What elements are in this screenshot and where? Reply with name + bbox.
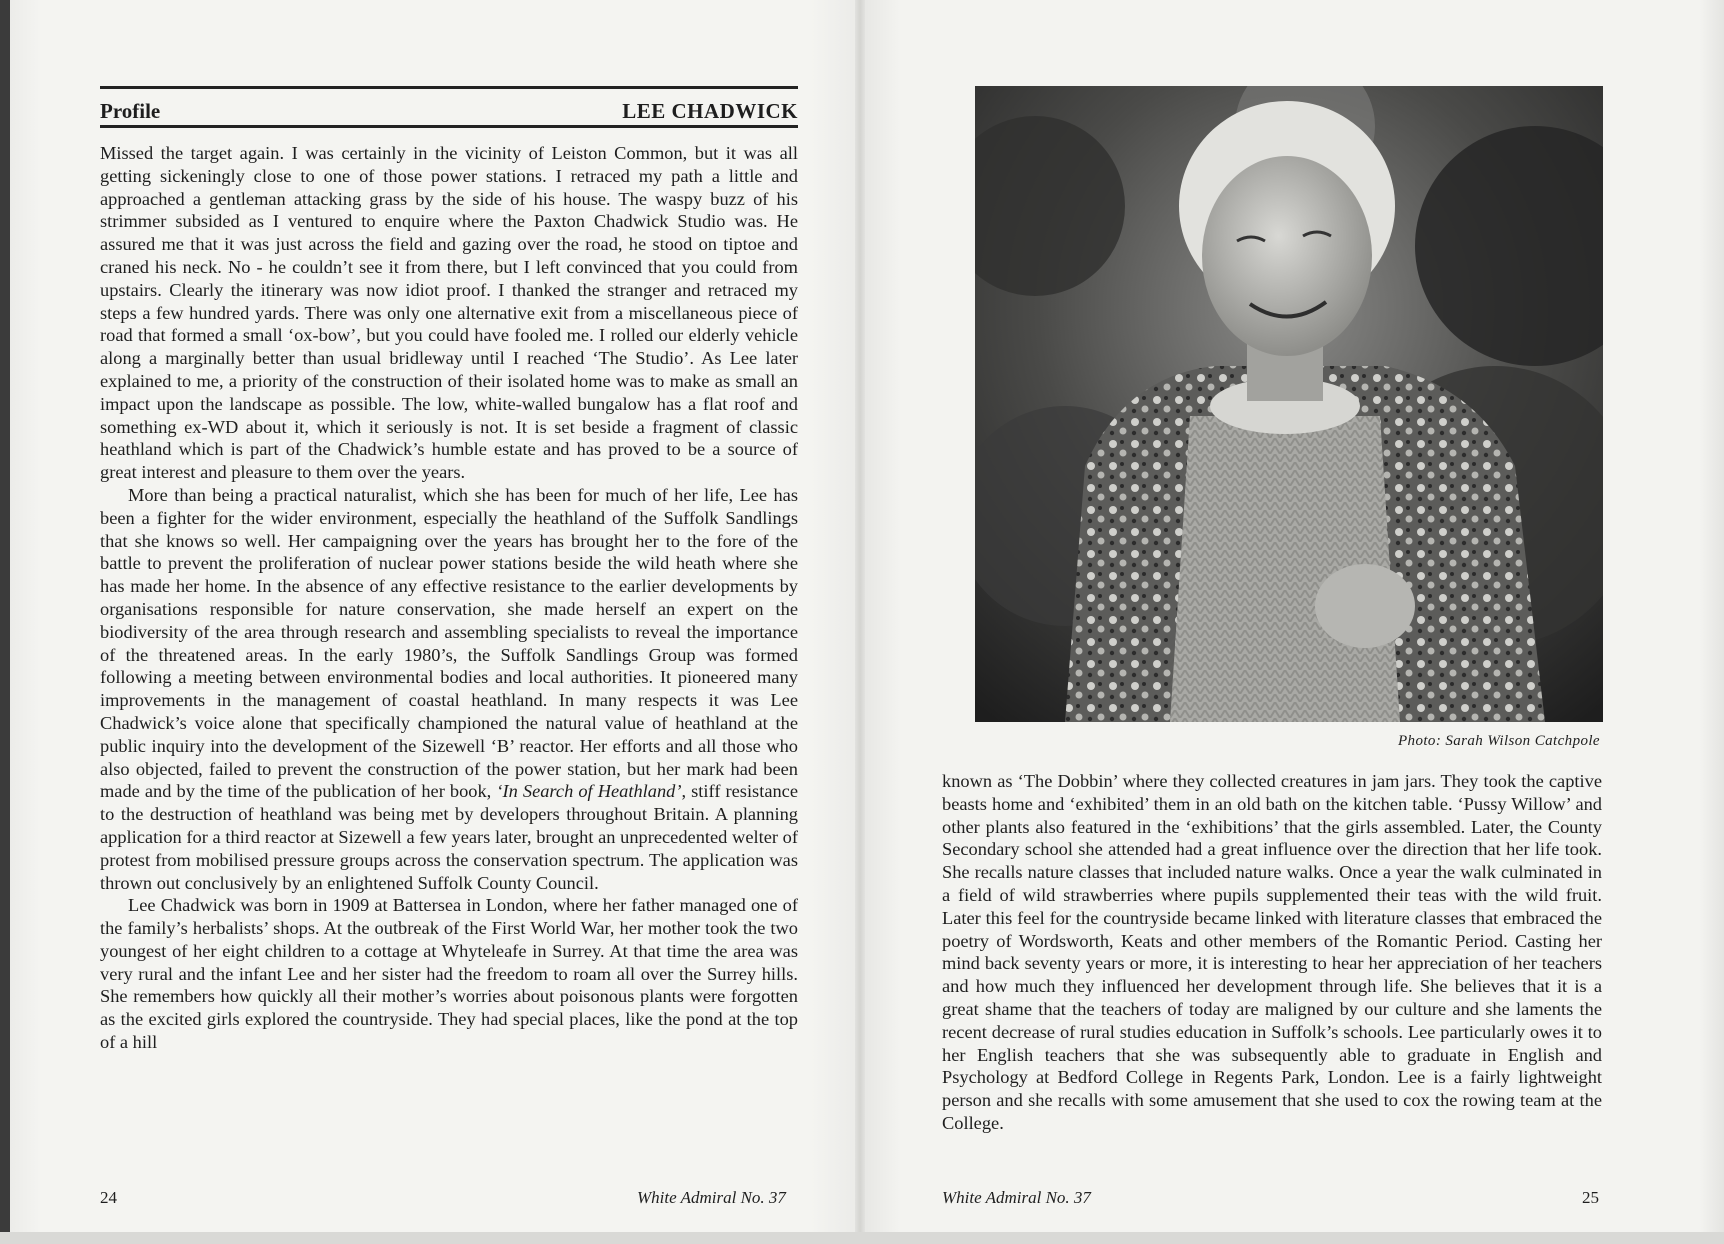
- paragraph: Lee Chadwick was born in 1909 at Battersea in London, where her father managed one of the family’s herbalists’ shops. At the outbreak of the First World War, her mother took the two youngest of her eight children to a cottage at Whyteleafe in Surrey. At that time the area was very rural and the infant Lee and her sister had the freedom to roam all over the Surrey hills. She remembers how quickly all their mother’s worries about poisonous plants were forgotten as the excited girls explored the countryside. They had special places, like the pond at the top of a hill: [100, 895, 798, 1053]
- page-header: [100, 86, 798, 124]
- book-title: ‘In Search of Heathland’: [496, 781, 682, 802]
- paragraph-text: More than being a practical naturalist, which she has been for much of her life, Lee has been a fighter for the wider environment, especially the heathland of the Suffolk Sandlings that she knows so well. Her campaigning over the years has brought her to the fore of the battle to prevent the proliferation of nuclear power stations beside the wild heath where she has made her home. In the absence of any effective resistance to the earlier developments by organisations responsible for nature conservation, she made herself an expert on the biodiversity of the area through research and assembling specialists to reveal the importance of the threatened areas. In the early 1980’s, the Suffolk Sandlings Group was formed following a meeting between environmental bodies and local authorities. It pioneered many improvements in the management of coastal heathland. In many respects it was Lee Chadwick’s voice alone that specifically championed the natural value of heathland at the public inquiry into the development of the Sizewell ‘B’ reactor. Her efforts and all those who also objected, failed to prevent the construction of the power station, but her mark had been made and by the time of the publication of her book,: [100, 484, 798, 802]
- page-gutter: [855, 0, 865, 1232]
- right-column-text: [942, 770, 1602, 1135]
- footer-publication-left: White Admiral No. 37: [637, 1188, 786, 1207]
- photo-caption: Photo: Sarah Wilson Catchpole: [1397, 733, 1600, 749]
- paragraph-text: , stiff resistance to the destruction of heathland was being met by developers throughout Britain. A planning application for a third reactor at Sizewell a few years later, brought an unprecedented welter of protest from mobilised pressure groups across the conservation spectrum. The application was thrown out conclusively by an enlightened Suffolk County Council.: [100, 781, 799, 893]
- article-title: LEE CHADWICK: [622, 99, 798, 123]
- page-number-right: 25: [1582, 1188, 1599, 1207]
- page-number-left: 24: [100, 1188, 117, 1207]
- left-column-text: [100, 142, 798, 1054]
- paragraph: known as ‘The Dobbin’ where they collected creatures in jam jars. They took the captive beasts home and ‘exhibited’ them in an old bath on the kitchen table. ‘Pussy Willow’ and other plants also featured in the ‘exhibitions’ that the girls assembled. Later, the County Secondary school she attended had a great influence over the direction that her life took. She recalls nature classes that included nature walks. Once a year the walk culminated in a field of wild strawberries where pupils supplemented their teas with the wild fruit. Later this feel for the countryside became linked with literature classes that embraced the poetry of Wordsworth, Keats and other members of the Romantic Period. Casting her mind back seventy years or more, it is interesting to hear her appreciation of her teachers and how much they influenced her development through life. She believes that it is a great shame that the teachers of today are maligned by our culture and she laments the recent decrease of rural studies education in Suffolk’s schools. Lee particularly owes it to her English teachers that she was subsequently able to graduate in English and Psychology at Bedford College in Regents Park, London. Lee is a fairly lightweight person and she recalls with some amusement that she used to cox the rowing team at the College.: [942, 771, 1602, 1133]
- footer-publication-right: White Admiral No. 37: [942, 1188, 1091, 1207]
- section-label: Profile: [100, 99, 161, 123]
- portrait-photo: [975, 86, 1603, 722]
- portrait-illustration: [975, 86, 1603, 722]
- paragraph: Missed the target again. I was certainly in the vicinity of Leiston Common, but it was all getting sickeningly close to one of those power stations. I retraced my path a little and approached a gentleman attacking grass by the side of his house. The waspy buzz of his strimmer subsided as I ventured to enquire where the Paxton Chadwick Studio was. He assured me that it was just across the field and gazing over the road, he stood on tiptoe and craned his neck. No - he couldn’t see it from there, but I left convinced that you could from upstairs. Clearly the itinerary was now idiot proof. I thanked the stranger and retraced my steps a few hundred yards. There was only one alternative exit from a miscellaneous piece of road that formed a small ‘ox-bow’, but you could have fooled me. I rolled our elderly vehicle along a marginally better than usual bridleway until I reached ‘The Studio’. As Lee later explained to me, a priority of the construction of their isolated home was to make as small an impact upon the landscape as possible. The low, white-walled bungalow has a flat roof and something ex-WD about it, which it seriously is not. It is set beside a fragment of classic heathland which is part of the Chadwick’s humble estate and has proved to be a source of great interest and pleasure to them over the years.: [100, 143, 798, 483]
- header-rule: [100, 125, 798, 128]
- paragraph: [100, 484, 798, 894]
